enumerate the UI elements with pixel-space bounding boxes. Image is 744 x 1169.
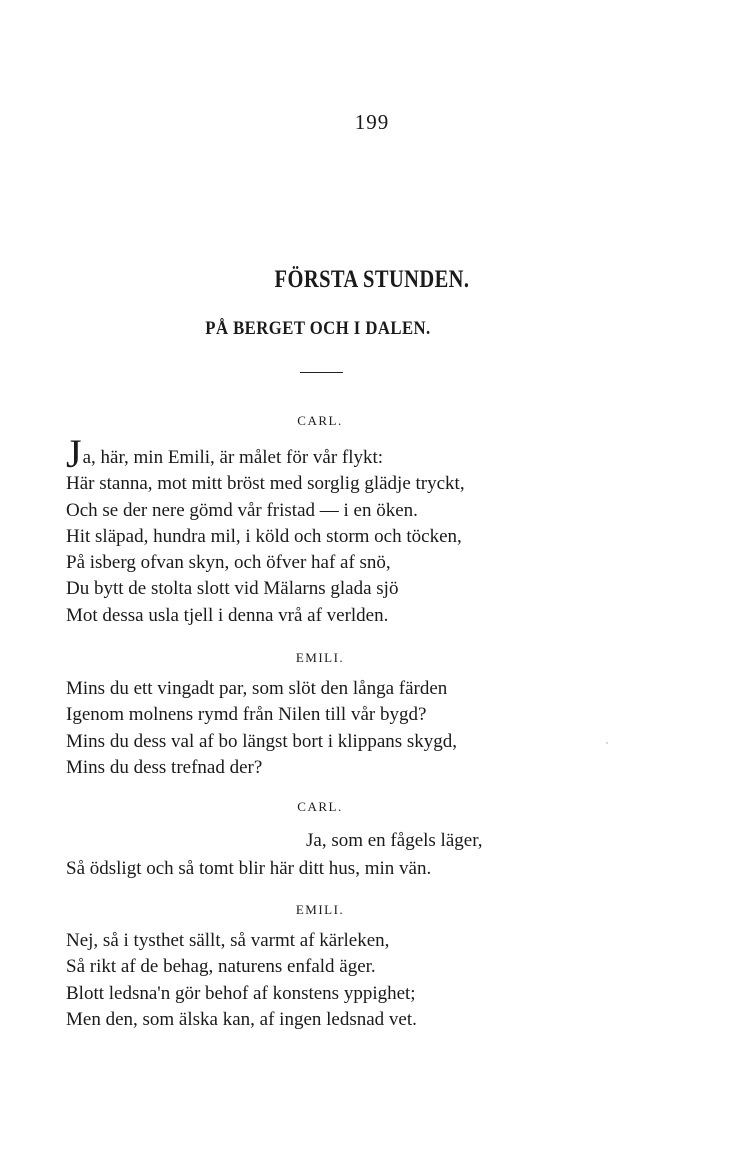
verse-line: På isberg ofvan skyn, och öfver haf af snö, (66, 552, 391, 574)
verse-block-emili-1 (66, 676, 686, 781)
verse-line: Och se der nere gömd vår fristad — i en öken. (66, 499, 418, 521)
verse-block-emili-2 (66, 928, 686, 1033)
verse-line: Mins du ett vingadt par, som slöt den långa färden (66, 678, 448, 699)
page-number: 199 (354, 110, 390, 134)
verse-line-text: a, här, min Emili, är målet för vår flykt: (82, 447, 384, 468)
verse-line: Så ödsligt och så tomt blir här ditt hus, min vän. (66, 858, 432, 879)
verse-block-carl-2 (66, 856, 686, 882)
margin-speck (606, 742, 608, 744)
verse-line (66, 431, 686, 476)
verse-line-indented: Ja, som en fågels läger, (306, 830, 483, 851)
verse-block-carl-1 (66, 431, 686, 629)
verse-line: Blott ledsna'n gör behof af konstens yppighet; (66, 982, 416, 1004)
verse-line: Mins du dess val af bo längst bort i klippans skygd, (66, 730, 458, 752)
verse-line: Igenom molnens rymd från Nilen till vår bygd? (66, 704, 427, 726)
verse-line: Här stanna, mot mitt bröst med sorglig glädje tryckt, (66, 473, 465, 495)
verse-line: Men den, som älska kan, af ingen ledsnad vet. (66, 1008, 417, 1030)
chapter-subtitle: PÅ BERGET OCH I DALEN. (205, 318, 431, 339)
speaker-label-carl: CARL. (297, 799, 343, 814)
verse-line: Du bytt de stolta slott vid Mälarns glada sjö (66, 578, 399, 600)
verse-line: Så rikt af de behag, naturens enfald äger. (66, 956, 376, 978)
speaker-label-emili: EMILI. (295, 650, 345, 665)
title-divider (300, 372, 343, 373)
verse-line: Mot dessa usla tjell i denna vrå af verlden. (66, 604, 389, 626)
verse-line: Hit släpad, hundra mil, i köld och storm och töcken, (66, 525, 462, 547)
verse-line: Nej, så i tysthet sällt, så varmt af kärleken, (66, 930, 390, 951)
speaker-label-emili: EMILI. (295, 902, 345, 917)
speaker-label-carl: CARL. (297, 413, 343, 428)
drop-cap: J (66, 431, 82, 476)
verse-line: Mins du dess trefnad der? (66, 756, 263, 778)
chapter-title: FÖRSTA STUNDEN. (274, 266, 470, 293)
